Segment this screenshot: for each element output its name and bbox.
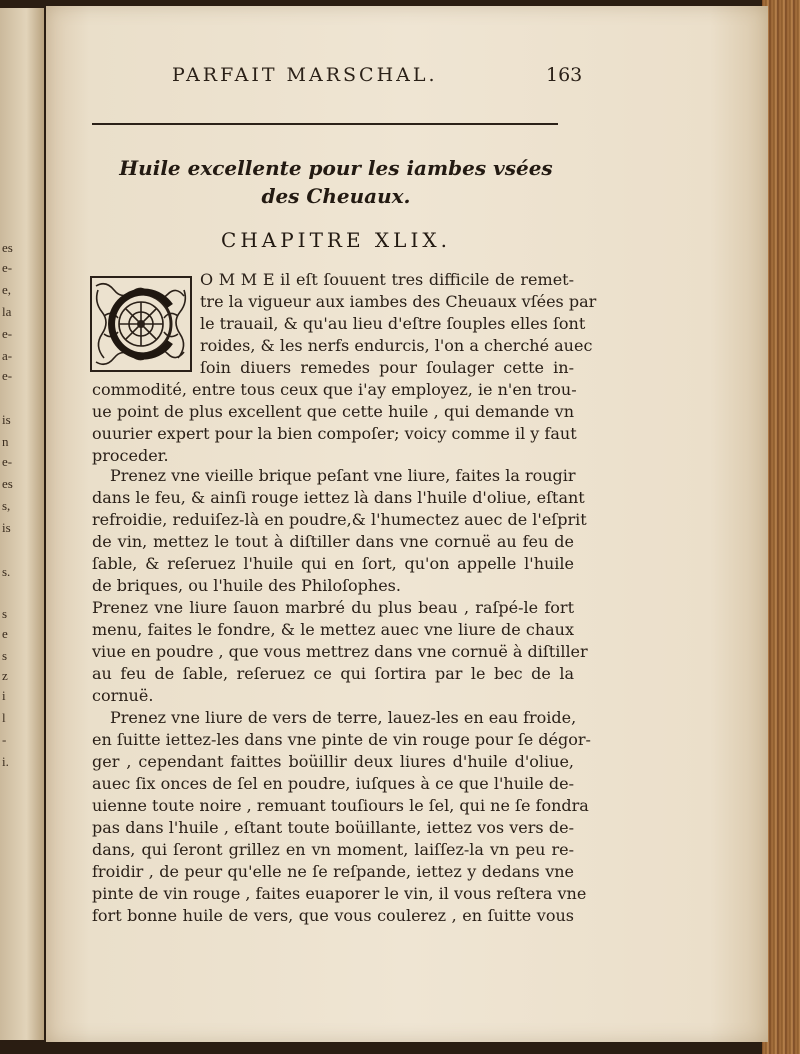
text-line: ger , cependant faittes boüillir deux liures d'huile d'oliue, — [92, 752, 574, 771]
running-head — [46, 64, 768, 92]
text-line: cornuë. — [92, 686, 154, 705]
text-line: tre la vigueur aux iambes des Cheuaux vſées par — [200, 292, 597, 311]
page-number: 163 — [546, 64, 583, 86]
text-line: O M M E il eſt ſouuent tres difficile de remet- — [200, 270, 574, 289]
running-title: PARFAIT MARSCHAL. — [172, 64, 438, 86]
left-page-fragment: es — [2, 476, 13, 491]
left-facing-page — [0, 8, 44, 1040]
text-line: dans, qui ſeront grillez en vn moment, laiſſez-la vn peu re- — [92, 840, 574, 859]
text-line: ſoin diuers remedes pour ſoulager cette in- — [200, 358, 574, 377]
left-page-fragment: e- — [2, 326, 13, 341]
text-line: pinte de vin rouge , faites euaporer le vin, il vous reſtera vne — [92, 884, 587, 903]
text-line: de briques, ou l'huile des Philoſophes. — [92, 576, 401, 595]
text-line: le trauail, & qu'au lieu d'eſtre ſouples elles ſont — [200, 314, 586, 333]
text-line: ſable, & reſeruez l'huile qui en ſort, qu'on appelle l'huile — [92, 554, 574, 573]
left-page-fragment: a- — [2, 348, 13, 363]
left-page-fragment: is — [2, 520, 11, 535]
section-title-line: des Cheuaux. — [261, 184, 411, 208]
left-page-fragment: i. — [2, 754, 9, 769]
left-page-fragment: la — [2, 304, 12, 319]
text-line: proceder. — [92, 446, 169, 465]
left-page-fragment: is — [2, 412, 11, 427]
left-page-fragment: es — [2, 240, 13, 255]
left-page-fragment: e- — [2, 260, 13, 275]
left-page-fragment: s. — [2, 564, 11, 579]
left-page-fragment: e — [2, 626, 8, 641]
decorated-initial-c-icon — [90, 276, 192, 372]
left-page-fragment: - — [2, 732, 7, 747]
text-line: auec ſix onces de ſel en poudre, iuſques à ce que l'huile de- — [92, 774, 574, 793]
left-page-fragment: z — [2, 668, 8, 683]
text-line: dans le feu, & ainſi rouge iettez là dans l'huile d'oliue, eſtant — [92, 488, 585, 507]
text-line: commodité, entre tous ceux que i'ay employez, ie n'en trou- — [92, 380, 577, 399]
left-page-fragment: s, — [2, 498, 11, 513]
left-page-fragment: s — [2, 648, 8, 663]
text-line: menu, faites le fondre, & le mettez auec vne liure de chaux — [92, 620, 574, 639]
text-line: Prenez vne vieille brique peſant vne liure, faites la rougir — [110, 466, 576, 485]
chapter-heading: CHAPITRE XLIX. — [221, 228, 451, 252]
left-page-fragment: l — [2, 710, 6, 725]
left-page-fragment: n — [2, 434, 9, 449]
section-title — [106, 154, 566, 210]
text-line: ue point de plus excellent que cette huile , qui demande vn — [92, 402, 574, 421]
left-page-fragment: s — [2, 606, 8, 621]
text-line: ouurier expert pour la bien compoſer; voicy comme il y faut — [92, 424, 577, 443]
text-line: roides, & les nerfs endurcis, l'on a cherché auec — [200, 336, 593, 355]
section-title-line: Huile excellente pour les iambes vsées — [119, 156, 553, 180]
text-line: de vin, mettez le tout à diſtiller dans vne cornuë au feu de — [92, 532, 574, 551]
header-rule — [92, 123, 558, 125]
text-line: refroidie, reduiſez-là en poudre,& l'humectez auec de l'eſprit — [92, 510, 587, 529]
text-line: au feu de ſable, reſeruez ce qui ſortira par le bec de la — [92, 664, 574, 683]
text-line: froidir , de peur qu'elle ne ſe reſpande, iettez y dedans vne — [92, 862, 574, 881]
text-line: Prenez vne liure ſauon marbré du plus beau , raſpé-le fort — [92, 598, 574, 617]
left-page-fragment: i — [2, 688, 6, 703]
text-line: pas dans l'huile , eſtant toute boüillante, iettez vos vers de- — [92, 818, 574, 837]
left-page-fragment: e, — [2, 282, 12, 297]
text-line: fort bonne huile de vers, que vous coulerez , en ſuitte vous — [92, 906, 574, 925]
left-page-fragment: e- — [2, 368, 13, 383]
text-line: uienne toute noire , remuant touſiours le ſel, qui ne ſe fondra — [92, 796, 589, 815]
book-page — [46, 6, 768, 1042]
left-page-fragment: e- — [2, 454, 13, 469]
text-line: Prenez vne liure de vers de terre, lauez-les en eau froide, — [110, 708, 577, 727]
text-line: en ſuitte iettez-les dans vne pinte de vin rouge pour ſe dégor- — [92, 730, 591, 749]
text-line: viue en poudre , que vous mettrez dans vne cornuë à diſtiller — [92, 642, 588, 661]
